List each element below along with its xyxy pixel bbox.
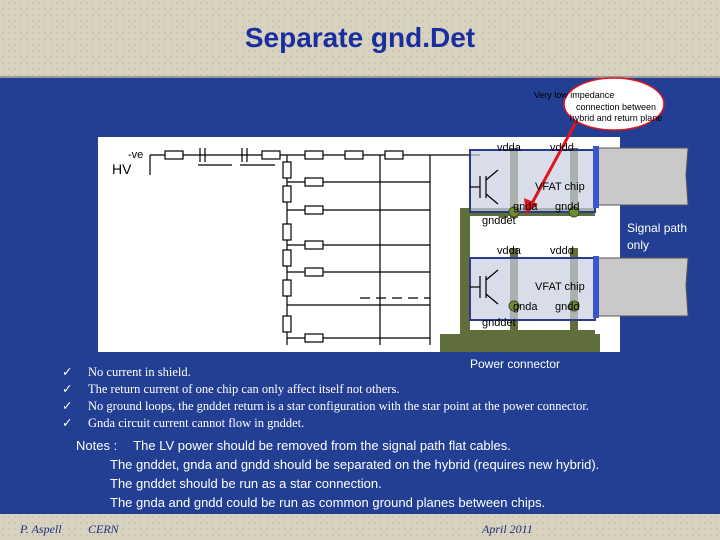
check-icon: ✓ <box>62 399 73 413</box>
footer-date: April 2011 <box>482 522 533 536</box>
power-connector-label: Power connector <box>470 357 561 371</box>
chip2-gndd: gndd <box>555 301 580 313</box>
minus-ve-label: -ve <box>128 149 144 161</box>
signal-path-line-2: only <box>627 238 650 252</box>
check-icon: ✓ <box>62 416 73 430</box>
bullet-item: ✓ No ground loops, the gnddet return is a star configuration with the star point at the power connector. <box>62 399 589 413</box>
chip2-name: VFAT chip <box>535 281 585 293</box>
bullet-item: ✓ The return current of one chip can only affect itself not others. <box>62 382 400 396</box>
bullet-list <box>62 364 589 432</box>
hv-label: HV <box>112 161 132 177</box>
check-icon: ✓ <box>62 382 73 396</box>
signal-path-line-1: Signal path <box>627 221 688 235</box>
bullet-item: ✓ No current in shield. <box>62 365 191 379</box>
chip2-vdda: vdda <box>497 245 521 257</box>
chip1-gnda: gnda <box>513 201 538 213</box>
slide-title: Separate gnd.Det <box>244 22 476 53</box>
footer-org: CERN <box>88 522 119 536</box>
chip2-vddd: vddd <box>550 245 574 257</box>
callout-line-3: hybrid and return plane <box>569 113 663 123</box>
chip1-vdda: vdda <box>497 142 521 154</box>
notes-line: Notes : The LV power should be removed from the signal path flat cables. <box>76 438 511 453</box>
notes-line: The gnda and gndd could be run as common ground planes between chips. <box>110 495 546 510</box>
footer-author: P. Aspell <box>20 522 62 536</box>
callout-line-2: connection between <box>575 102 657 112</box>
callout-line-1: Very low impedance <box>533 90 615 100</box>
chip1-vddd: vddd <box>550 142 574 154</box>
chip1-gndd: gndd <box>555 201 580 213</box>
footer-bar <box>0 514 720 540</box>
chip2-gnddet: gnddet <box>482 317 516 329</box>
notes-line: The gnddet, gnda and gndd should be separated on the hybrid (requires new hybrid). <box>110 457 600 472</box>
check-icon: ✓ <box>62 365 73 379</box>
bullet-item: ✓ Gnda circuit current cannot flow in gnddet. <box>62 416 305 430</box>
chip2-gnda: gnda <box>513 301 538 313</box>
notes-line: The gnddet should be run as a star connection. <box>110 476 382 491</box>
notes-label: Notes : <box>76 438 118 453</box>
chip1-gnddet: gnddet <box>482 215 516 227</box>
notes-block <box>76 436 599 512</box>
chip1-name: VFAT chip <box>535 181 585 193</box>
